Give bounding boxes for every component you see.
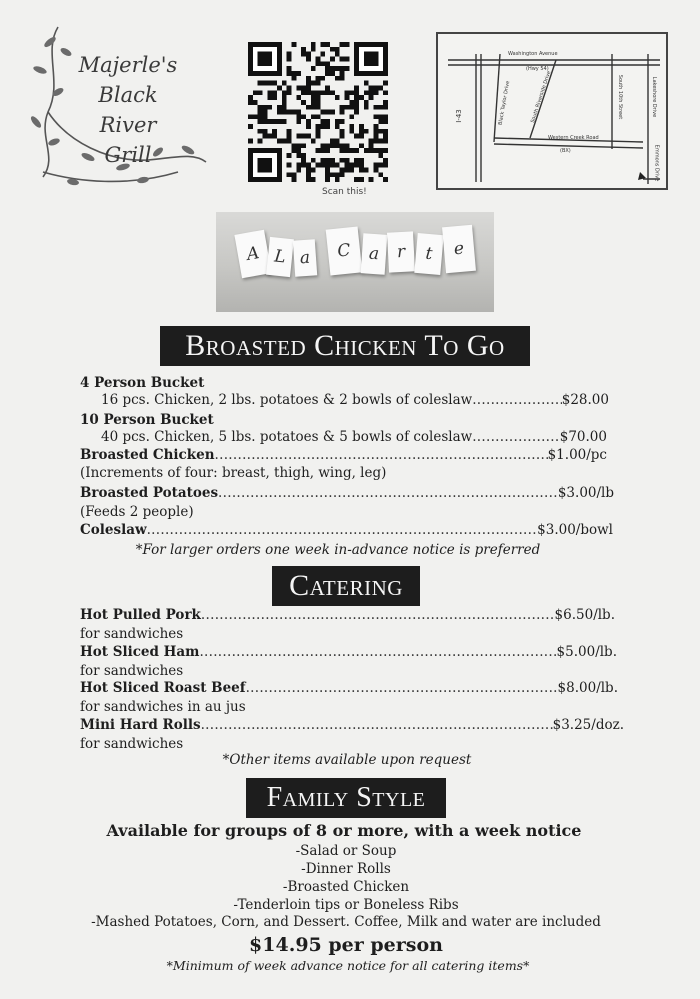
- menu-item-name: Hot Sliced Roast Beef: [80, 680, 246, 696]
- menu-item-line: [80, 446, 607, 464]
- qr-code-icon: [248, 42, 388, 182]
- letter-card: e: [442, 225, 476, 273]
- section-title-broasted: Broasted Chicken To Go: [160, 326, 530, 366]
- menu-item-name: 10 Person Bucket: [80, 412, 214, 428]
- letter-card: A: [234, 230, 271, 279]
- menu-item-price: $28.00: [561, 392, 609, 408]
- menu-item-line: [80, 679, 618, 697]
- family-note: *Minimum of week advance notice for all catering items*: [166, 958, 530, 973]
- menu-item-line: [80, 643, 617, 661]
- qr-code[interactable]: [248, 42, 388, 182]
- menu-item-sub: for sandwiches: [80, 736, 184, 752]
- menu-item-price: $6.50/lb.: [554, 607, 615, 623]
- menu-item-name: Hot Pulled Pork: [80, 607, 201, 623]
- map-road-label: Lakeshore Drive: [651, 76, 658, 118]
- section-title-catering: Catering: [272, 566, 420, 606]
- letter-card: t: [414, 233, 443, 275]
- a-la-carte-photo: [216, 212, 494, 312]
- map-road-label: (BX): [560, 148, 571, 154]
- map-roads-icon: [438, 34, 666, 188]
- section-note: *For larger orders one week in-advance notice is preferred: [135, 542, 541, 558]
- menu-item-line: [101, 391, 609, 409]
- section-title-family: Family Style: [246, 778, 446, 818]
- menu-item-price: $3.00/lb: [557, 485, 614, 501]
- menu-item-name: 4 Person Bucket: [80, 375, 205, 391]
- menu-item-sub: (Increments of four: breast, thigh, wing, leg): [80, 465, 387, 481]
- logo-line-2: Black River: [98, 83, 158, 137]
- menu-item-line: [80, 716, 624, 734]
- menu-item-price: $1.00/pc: [547, 447, 607, 463]
- map-road-label: Western Creek Road: [548, 135, 599, 141]
- menu-item-sub: for sandwiches: [80, 626, 184, 642]
- menu-item-line: [101, 428, 607, 446]
- map-road-label: Washington Avenue: [508, 51, 558, 57]
- menu-item-price: $5.00/lb.: [556, 644, 617, 660]
- letter-card: a: [361, 233, 388, 275]
- menu-item-line: [80, 606, 615, 624]
- menu-item-desc: 40 pcs. Chicken, 5 lbs. potatoes & 5 bowls of coleslaw: [101, 429, 473, 445]
- menu-item-sub: (Feeds 2 people): [80, 504, 194, 520]
- logo-line-3: Grill: [104, 143, 152, 167]
- menu-item-name: Hot Sliced Ham: [80, 644, 200, 660]
- menu-item-desc: 16 pcs. Chicken, 2 lbs. potatoes & 2 bowls of coleslaw: [101, 392, 473, 408]
- family-item: -Tenderloin tips or Boneless Ribs: [233, 897, 459, 913]
- menu-item-name: Mini Hard Rolls: [80, 717, 201, 733]
- menu-item-name: Coleslaw: [80, 522, 147, 538]
- letter-card: C: [326, 226, 363, 275]
- family-item: -Salad or Soup: [295, 843, 397, 859]
- section-note: *Other items available upon request: [222, 752, 472, 768]
- map-road-label: South Riverside Drive: [529, 70, 553, 124]
- menu-item-name: Broasted Chicken: [80, 447, 215, 463]
- logo: [28, 22, 208, 192]
- menu-item-sub: for sandwiches in au jus: [80, 699, 246, 715]
- letter-card: a: [293, 239, 317, 276]
- menu-item-price: $3.00/bowl: [537, 522, 613, 538]
- menu-item-price: $70.00: [559, 429, 607, 445]
- map-road-label: Black Taylor Drive: [497, 80, 512, 126]
- qr-caption: Scan this!: [322, 187, 367, 197]
- menu-item-price: $8.00/lb.: [557, 680, 618, 696]
- menu-item-price: $3.25/doz.: [552, 717, 624, 733]
- location-map: [436, 32, 668, 190]
- menu-item-name: Broasted Potatoes: [80, 485, 219, 501]
- map-road-label: Emmons Drive: [653, 144, 660, 182]
- logo-line-1: Majerle's: [78, 53, 178, 77]
- letter-card: r: [387, 231, 415, 272]
- family-price: $14.95 per person: [249, 934, 443, 956]
- logo-text: [68, 50, 188, 170]
- family-item: -Dinner Rolls: [301, 861, 391, 877]
- letter-card: L: [266, 237, 294, 277]
- map-road-label: South 10th Street: [617, 74, 624, 120]
- family-item: -Mashed Potatoes, Corn, and Dessert. Coffee, Milk and water are included: [91, 914, 601, 930]
- map-road-label: (Hwy 54): [526, 66, 549, 72]
- map-highway-label: I-43: [454, 109, 463, 123]
- family-item: -Broasted Chicken: [282, 879, 410, 895]
- menu-item-sub: for sandwiches: [80, 663, 184, 679]
- menu-item-line: [80, 521, 613, 539]
- family-headline: Available for groups of 8 or more, with a week notice: [106, 821, 582, 840]
- menu-item-line: [80, 484, 614, 502]
